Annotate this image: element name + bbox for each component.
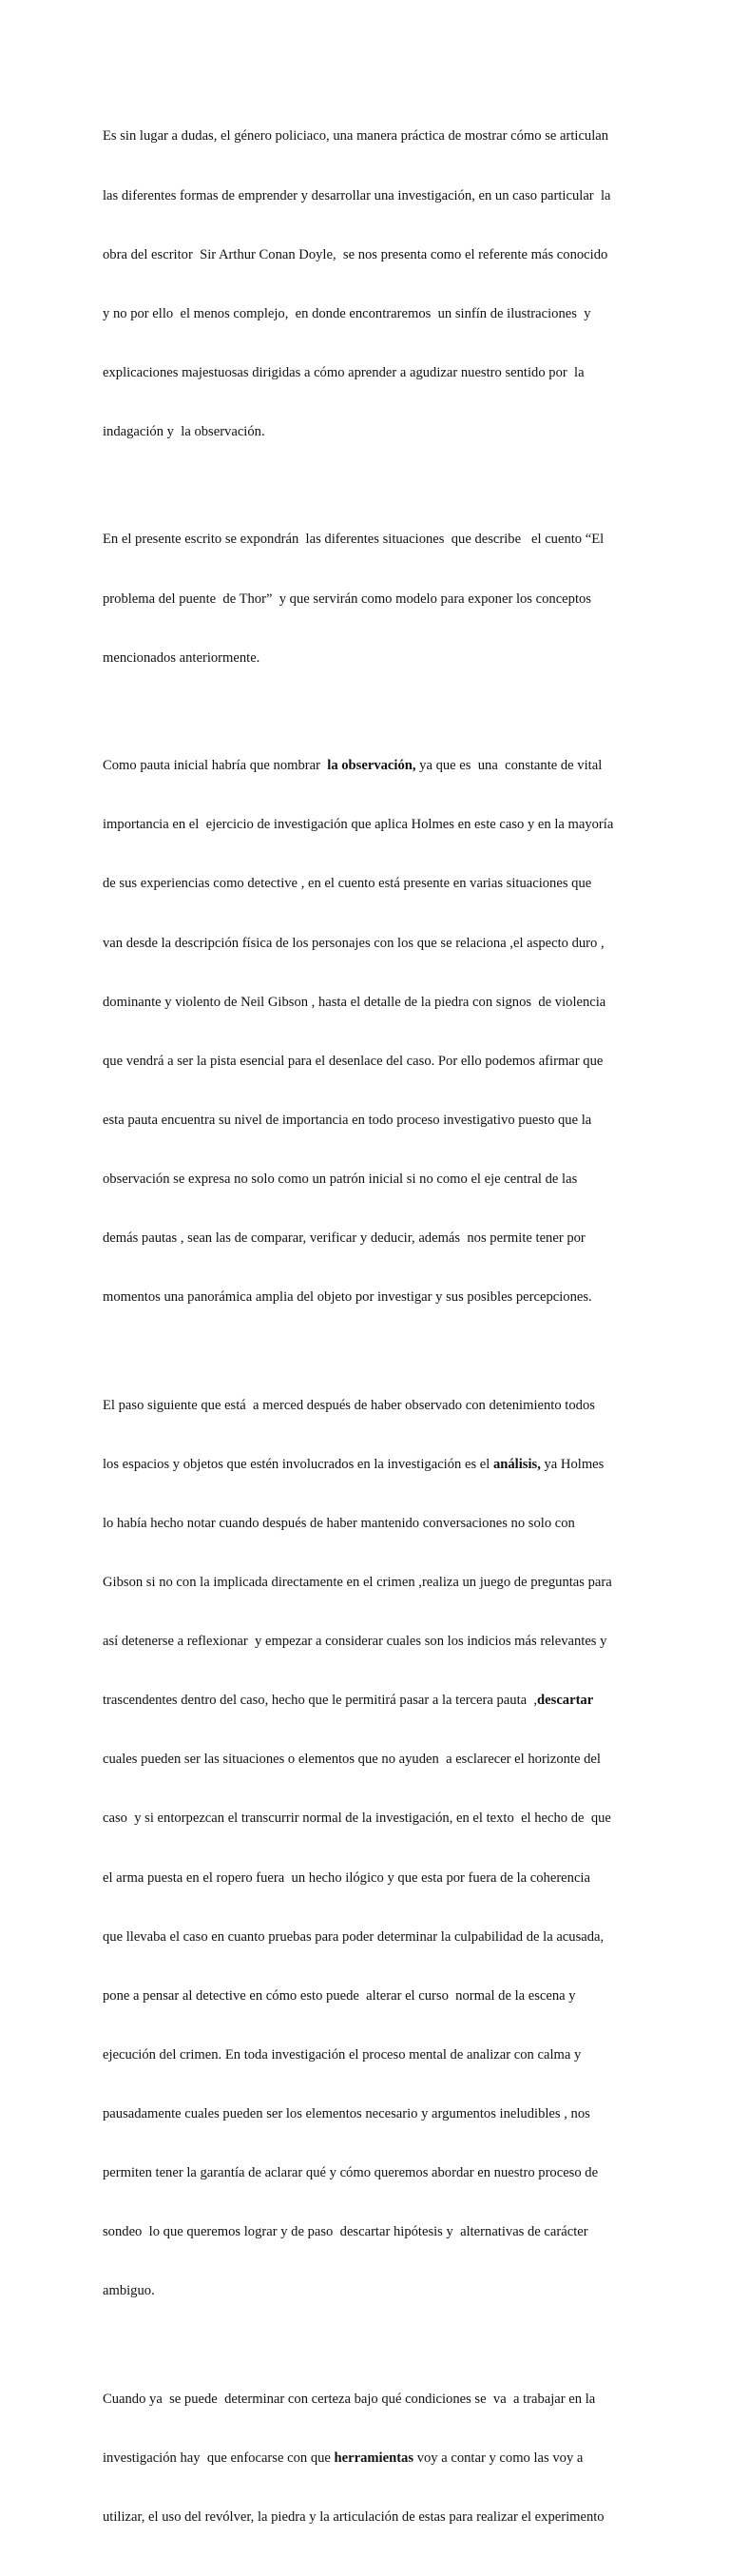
text-line: dominante y violento de Neil Gibson , hasta el detalle de la piedra con signos de violencia: [103, 994, 606, 1010]
text-line: así detenerse a reflexionar y empezar a considerar cuales son los indicios más relevantes y: [103, 1634, 607, 1650]
text-run: voy a contar y como las voy a: [413, 2450, 584, 2466]
text-line: Cuando ya se puede determinar con certeza bajo qué condiciones se va a trabajar en la: [103, 2391, 596, 2407]
text-line: utilizar, el uso del revólver, la piedra y la articulación de estas para realizar el experimento: [103, 2509, 605, 2526]
text-run: trascendentes dentro del caso, hecho que le permitirá pasar a la tercera pauta ,: [103, 1693, 538, 1709]
text-run: ya que es una constante de vital: [415, 758, 603, 774]
paragraph-observation: [103, 717, 630, 1347]
text-line: explicaciones majestuosas dirigidas a cómo aprender a agudizar nuestro sentido por la: [103, 364, 585, 380]
text-line: permiten tener la garantía de aclarar qué y cómo queremos abordar en nuestro proceso de: [103, 2165, 599, 2181]
text-line: ambiguo.: [103, 2283, 155, 2299]
paragraph-intro: [103, 87, 630, 481]
text-line: ejecución del crimen. En toda investigación el proceso mental de analizar con calma y: [103, 2046, 582, 2063]
text-line: Gibson si no con la implicada directamente en el crimen ,realiza un juego de preguntas para: [103, 1575, 612, 1591]
text-line: esta pauta encuentra su nivel de importancia en todo proceso investigativo puesto que la: [103, 1112, 592, 1128]
text-line: lo había hecho notar cuando después de haber mantenido conversaciones no solo con: [103, 1515, 575, 1531]
paragraph-scope: [103, 491, 630, 707]
text-line: mencionados anteriormente.: [103, 649, 260, 666]
text-line: El paso siguiente que está a merced después de haber observado con detenimiento todos: [103, 1397, 595, 1413]
text-line: pausadamente cuales pueden ser los elementos necesario y argumentos ineludibles , nos: [103, 2106, 590, 2122]
text-line: que vendrá a ser la pista esencial para el desenlace del caso. Por ello podemos afirmar que: [103, 1053, 604, 1069]
key-term-herramientas: herramientas: [334, 2450, 414, 2466]
text-line: En el presente escrito se expondrán las diferentes situaciones que describe el cuento “El: [103, 532, 605, 548]
text-line: [103, 756, 630, 776]
key-term-descartar: descartar: [537, 1693, 594, 1709]
text-line: Es sin lugar a dudas, el género policiaco, una manera práctica de mostrar cómo se articulan: [103, 128, 609, 145]
text-line: obra del escritor Sir Arthur Conan Doyle, se nos presenta como el referente más conocido: [103, 246, 608, 262]
text-line: el arma puesta en el ropero fuera un hecho ilógico y que esta por fuera de la coherencia: [103, 1869, 590, 1886]
text-line: de sus experiencias como detective , en el cuento está presente en varias situaciones que: [103, 876, 592, 892]
document-page: [103, 87, 630, 2576]
key-term-analisis: análisis,: [492, 1456, 541, 1472]
text-run: Como pauta inicial habría que nombrar: [103, 758, 328, 774]
paragraph-analysis: [103, 1356, 630, 2340]
text-line: y no por ello el menos complejo, en donde encontraremos un sinfín de ilustraciones y: [103, 305, 591, 321]
paragraph-tools: [103, 2350, 630, 2566]
text-line: problema del puente de Thor” y que servirán como modelo para exponer los conceptos: [103, 591, 591, 607]
text-line: van desde la descripción física de los personajes con los que se relaciona ,el aspecto duro ,: [103, 935, 605, 951]
text-line: indagación y la observación.: [103, 423, 265, 439]
text-line: demás pautas , sean las de comparar, verificar y deducir, además nos permite tener por: [103, 1230, 586, 1247]
text-line: [103, 1455, 630, 1475]
text-line: caso y si entorpezcan el transcurrir normal de la investigación, en el texto el hecho de que: [103, 1811, 611, 1827]
text-run: ya Holmes: [540, 1456, 605, 1472]
text-line: las diferentes formas de emprender y desarrollar una investigación, en un caso particular la: [103, 187, 611, 203]
text-line: momentos una panorámica amplia del objeto por investigar y sus posibles percepciones.: [103, 1289, 592, 1306]
text-line: [103, 2449, 630, 2469]
text-run: los espacios y objetos que estén involucrados en la investigación es el: [103, 1456, 493, 1472]
text-line: observación se expresa no solo como un patrón inicial si no como el eje central de las: [103, 1171, 578, 1187]
text-line: cuales pueden ser las situaciones o elementos que no ayuden a esclarecer el horizonte del: [103, 1752, 601, 1768]
text-line: pone a pensar al detective en cómo esto puede alterar el curso normal de la escena y: [103, 1987, 576, 2004]
text-line: que llevaba el caso en cuanto pruebas para poder determinar la culpabilidad de la acusada,: [103, 1928, 605, 1945]
key-term-observacion: la observación,: [327, 758, 416, 774]
text-line: [103, 1691, 630, 1711]
text-line: sondeo lo que queremos lograr y de paso descartar hipótesis y alternativas de carácter: [103, 2224, 588, 2240]
text-run: investigación hay que enfocarse con que: [103, 2450, 335, 2466]
text-line: importancia en el ejercicio de investigación que aplica Holmes en este caso y en la mayoría: [103, 817, 614, 833]
